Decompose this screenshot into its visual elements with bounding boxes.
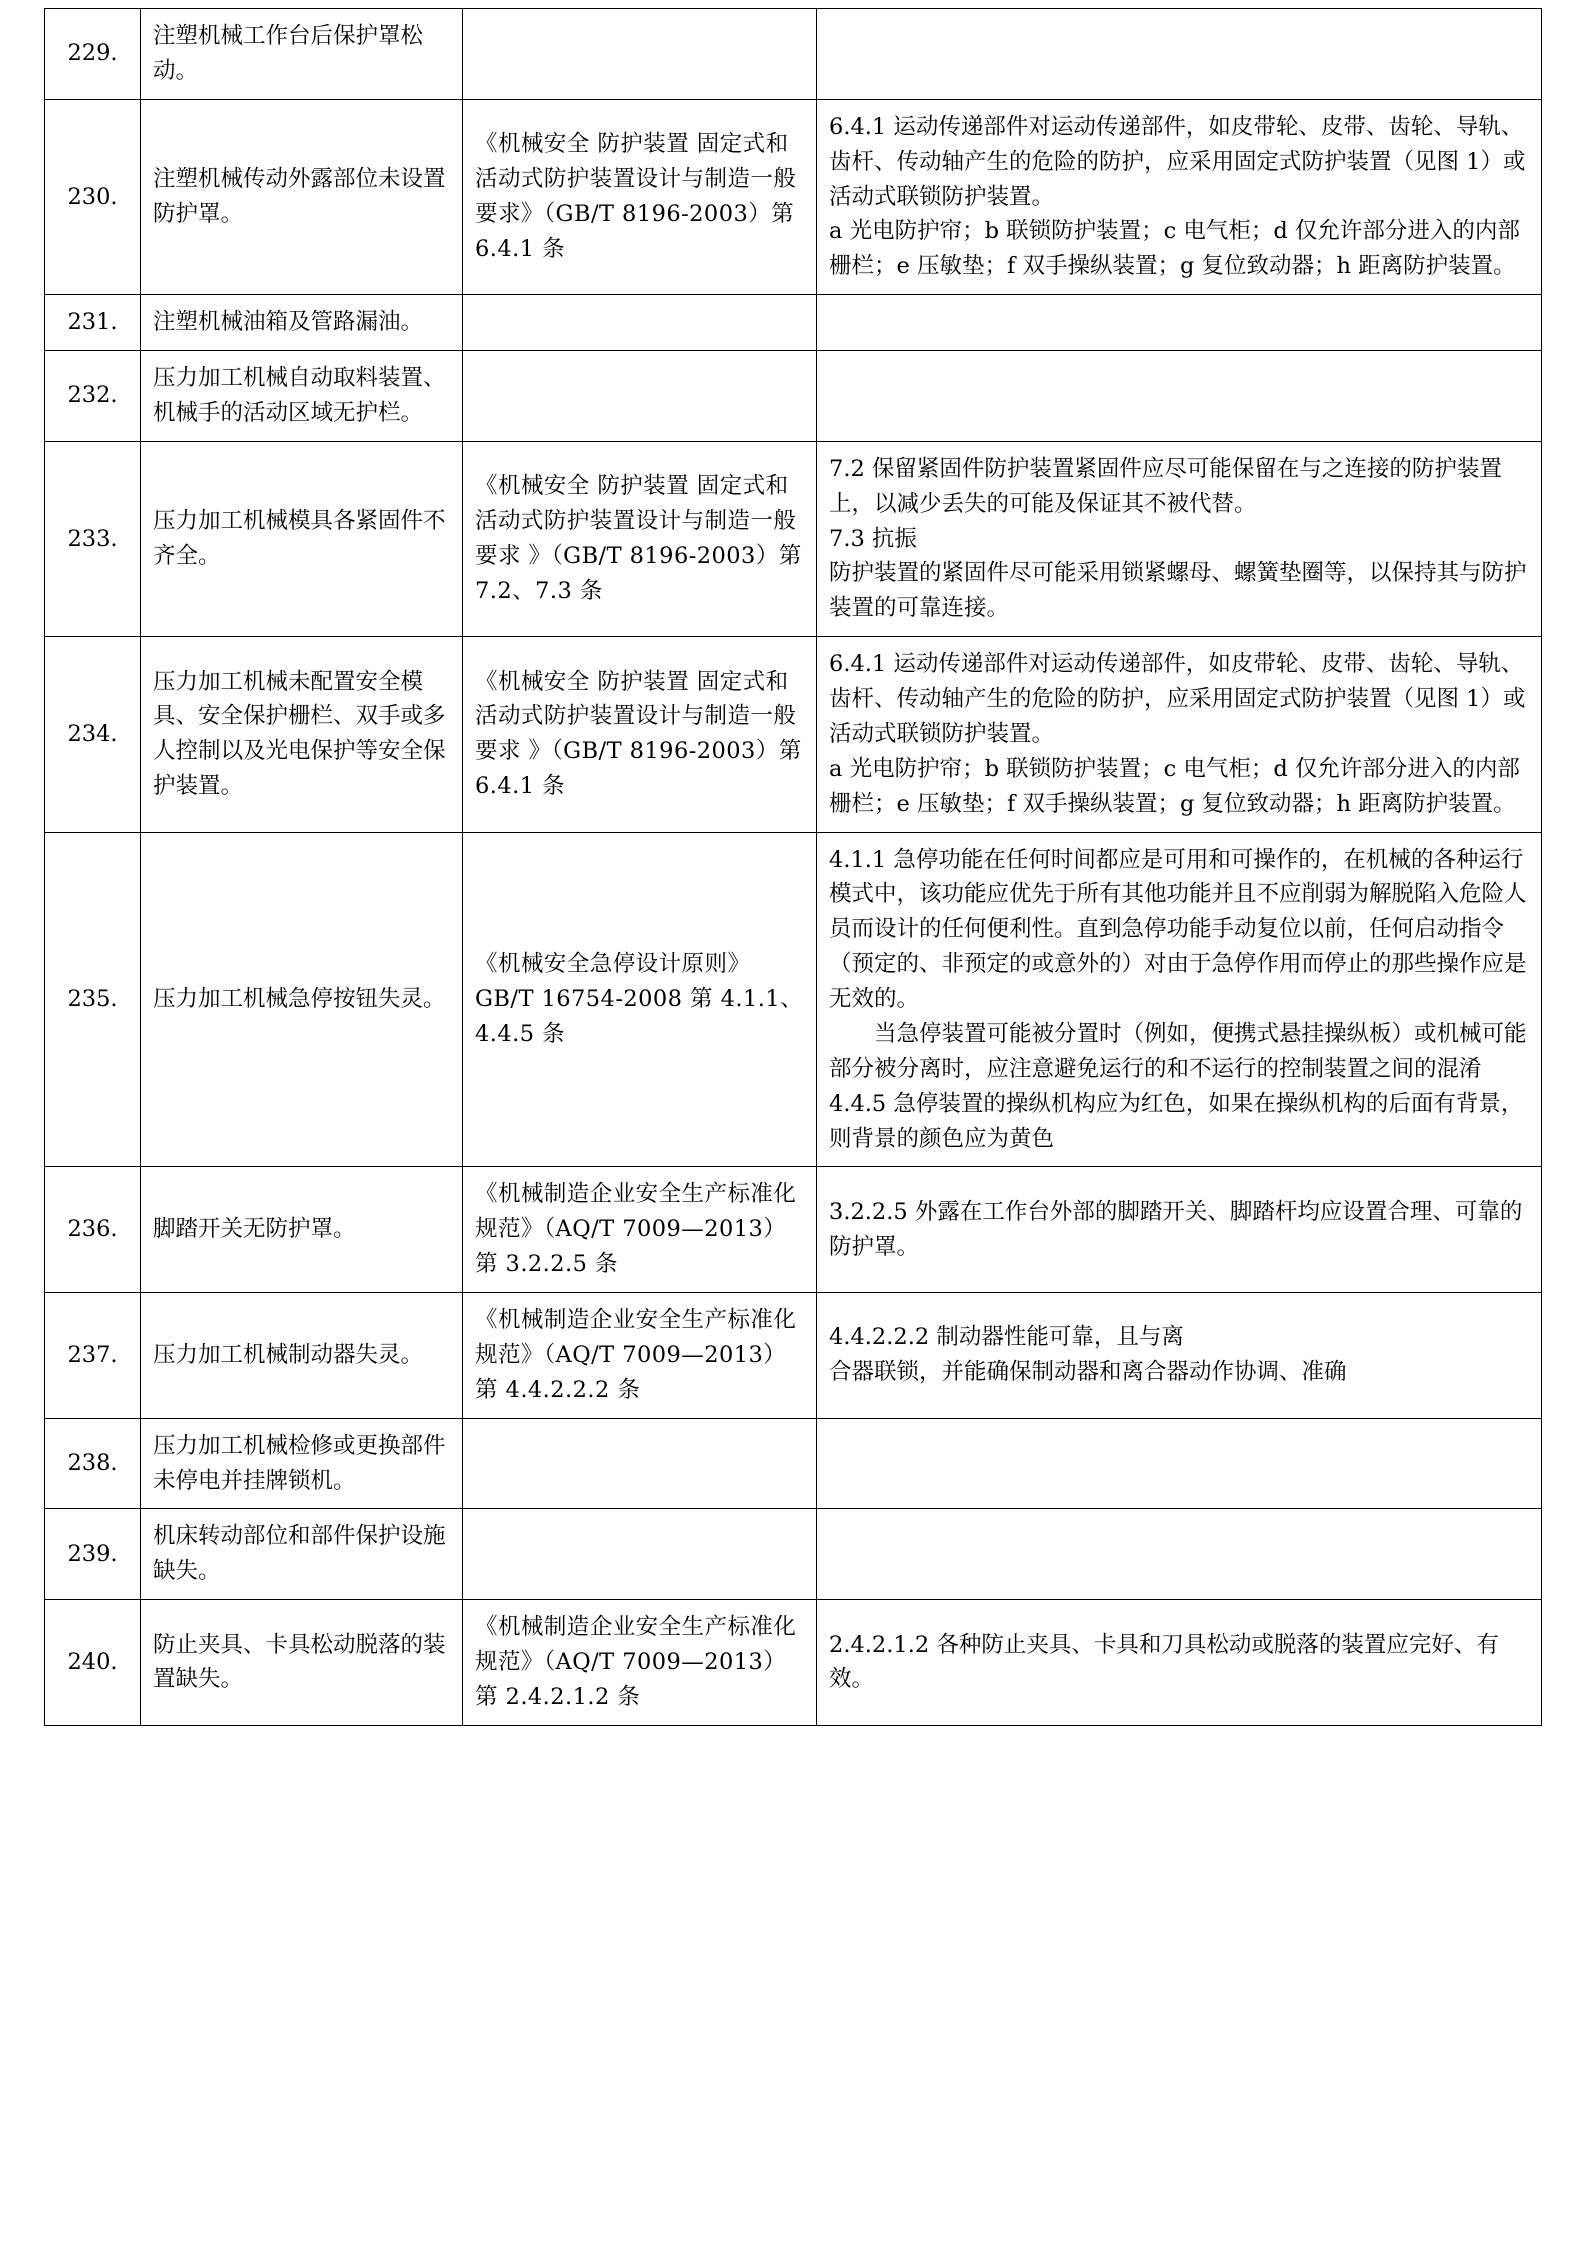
standard-basis-line: 《机械制造企业安全生产标准化规范》（AQ/T 7009—2013）第 2.4.2.1.2 条 [475,1614,797,1710]
row-number: 236. [45,1167,141,1293]
standard-basis [463,832,817,1167]
table-row [45,9,1542,100]
inspection-item: 压力加工机械模具各紧固件不齐全。 [141,441,463,636]
inspection-item: 压力加工机械急停按钮失灵。 [141,832,463,1167]
standard-basis-line: 《机械制造企业安全生产标准化规范》（AQ/T 7009—2013）第 4.4.2.2.2 条 [475,1307,797,1403]
standard-basis-line: 《机械安全 防护装置 固定式和活动式防护装置设计与制造一般要求》（GB/T 8196-2003）第 6.4.1 条 [475,131,797,262]
table-row [45,1509,1542,1600]
row-number: 230. [45,99,141,294]
standard-requirement-line: 2.4.2.1.2 各种防止夹具、卡具和刀具松动或脱落的装置应完好、有效。 [829,1631,1499,1693]
inspection-item: 压力加工机械检修或更换部件未停电并挂牌锁机。 [141,1418,463,1509]
standard-requirement-line: 4.4.2.2.2 制动器性能可靠，且与离 [829,1324,1184,1351]
inspection-item: 压力加工机械未配置安全模具、安全保护栅栏、双手或多人控制以及光电保护等安全保护装置。 [141,637,463,832]
standard-basis [463,441,817,636]
standard-basis [463,1293,817,1419]
table-row [45,1600,1542,1726]
standard-requirement [817,832,1542,1167]
inspection-item: 压力加工机械制动器失灵。 [141,1293,463,1419]
table-row [45,1167,1542,1293]
standard-basis-line: 《机械安全急停设计原则》GB/T 16754-2008 第 4.1.1、4.4.5 条 [475,951,804,1047]
standard-requirement [817,9,1542,100]
standard-requirement-line: 当急停装置可能被分置时（例如，便携式悬挂操纵板）或机械可能部分被分离时，应注意避免运行的和不运行的控制装置之间的混淆 [829,1020,1527,1082]
standard-requirement [817,295,1542,351]
table-row [45,351,1542,442]
standard-basis [463,295,817,351]
inspection-item: 防止夹具、卡具松动脱落的装置缺失。 [141,1600,463,1726]
standard-requirement [817,99,1542,294]
standard-basis-line: 《机械制造企业安全生产标准化规范》（AQ/T 7009—2013）第 3.2.2.5 条 [475,1181,797,1278]
standard-requirement [817,1418,1542,1509]
inspection-standards-table [44,8,1542,1726]
inspection-item: 注塑机械传动外露部位未设置防护罩。 [141,99,463,294]
table-body [45,9,1542,1726]
inspection-item: 脚踏开关无防护罩。 [141,1167,463,1293]
standard-requirement-line: 4.4.5 急停装置的操纵机构应为红色，如果在操纵机构的后面有背景，则背景的颜色应为黄色 [829,1090,1524,1152]
standard-requirement [817,1509,1542,1600]
table-row [45,1293,1542,1419]
row-number: 234. [45,637,141,832]
row-number: 237. [45,1293,141,1419]
inspection-item: 机床转动部位和部件保护设施缺失。 [141,1509,463,1600]
table-row [45,441,1542,636]
table-row [45,832,1542,1167]
standard-basis-line: 《机械安全 防护装置 固定式和活动式防护装置设计与制造一般要求 》（GB/T 8196-2003）第 7.2、7.3 条 [475,473,802,604]
inspection-item: 注塑机械工作台后保护罩松动。 [141,9,463,100]
standard-requirement-line: 防护装置的紧固件尽可能采用锁紧螺母、螺簧垫圈等，以保持其与防护装置的可靠连接。 [829,560,1527,622]
standard-basis [463,99,817,294]
standard-requirement-line: a 光电防护帘；b 联锁防护装置；c 电气柜；d 仅允许部分进入的内部栅栏；e 压敏垫；f 双手操纵装置；g 复位致动器；h 距离防护装置。 [829,755,1520,817]
table-row [45,99,1542,294]
row-number: 233. [45,441,141,636]
standard-requirement [817,1167,1542,1293]
row-number: 238. [45,1418,141,1509]
standard-requirement-line: 4.1.1 急停功能在任何时间都应是可用和可操作的，在机械的各种运行模式中，该功能应优先于所有其他功能并且不应削弱为解脱陷入危险人员而设计的任何便利性。直到急停功能手动复位以前，任何启动指令（预定的、非预定的或意外的）对由于急停作用而停止的那些操作应是无效的。 [829,846,1527,1012]
row-number: 229. [45,9,141,100]
standard-requirement-line: 6.4.1 运动传递部件对运动传递部件，如皮带轮、皮带、齿轮、导轨、齿杆、传动轴产生的危险的防护，应采用固定式防护装置（见图 1）或活动式联锁防护装置。 [829,651,1526,747]
row-number: 231. [45,295,141,351]
row-number: 239. [45,1509,141,1600]
standard-basis [463,9,817,100]
standard-requirement-line: 6.4.1 运动传递部件对运动传递部件，如皮带轮、皮带、齿轮、导轨、齿杆、传动轴产生的危险的防护，应采用固定式防护装置（见图 1）或活动式联锁防护装置。 [829,113,1526,210]
standard-requirement-line: 7.3 抗振 [829,525,917,552]
table-row [45,1418,1542,1509]
row-number: 235. [45,832,141,1167]
row-number: 232. [45,351,141,442]
standard-requirement [817,1600,1542,1726]
table-row [45,295,1542,351]
standard-requirement-line: 3.2.2.5 外露在工作台外部的脚踏开关、脚踏杆均应设置合理、可靠的防护罩。 [829,1198,1523,1260]
standard-basis [463,1600,817,1726]
standard-basis [463,351,817,442]
standard-basis [463,1418,817,1509]
standard-requirement-line: a 光电防护帘；b 联锁防护装置；c 电气柜；d 仅允许部分进入的内部栅栏；e 压敏垫；f 双手操纵装置；g 复位致动器；h 距离防护装置。 [829,218,1520,280]
table-row [45,637,1542,832]
inspection-item: 注塑机械油箱及管路漏油。 [141,295,463,351]
standard-basis [463,637,817,832]
standard-requirement [817,637,1542,832]
standard-requirement-line: 合器联锁，并能确保制动器和离合器动作协调、准确 [829,1359,1347,1386]
standard-requirement-line: 7.2 保留紧固件防护装置紧固件应尽可能保留在与之连接的防护装置上，以减少丢失的可能及保证其不被代替。 [829,455,1502,517]
standard-basis-line: 《机械安全 防护装置 固定式和活动式防护装置设计与制造一般要求 》（GB/T 8196-2003）第 6.4.1 条 [475,668,802,800]
row-number: 240. [45,1600,141,1726]
standard-requirement [817,351,1542,442]
inspection-item: 压力加工机械自动取料装置、机械手的活动区域无护栏。 [141,351,463,442]
standard-requirement [817,441,1542,636]
standard-basis [463,1167,817,1293]
standard-requirement [817,1293,1542,1419]
standard-basis [463,1509,817,1600]
